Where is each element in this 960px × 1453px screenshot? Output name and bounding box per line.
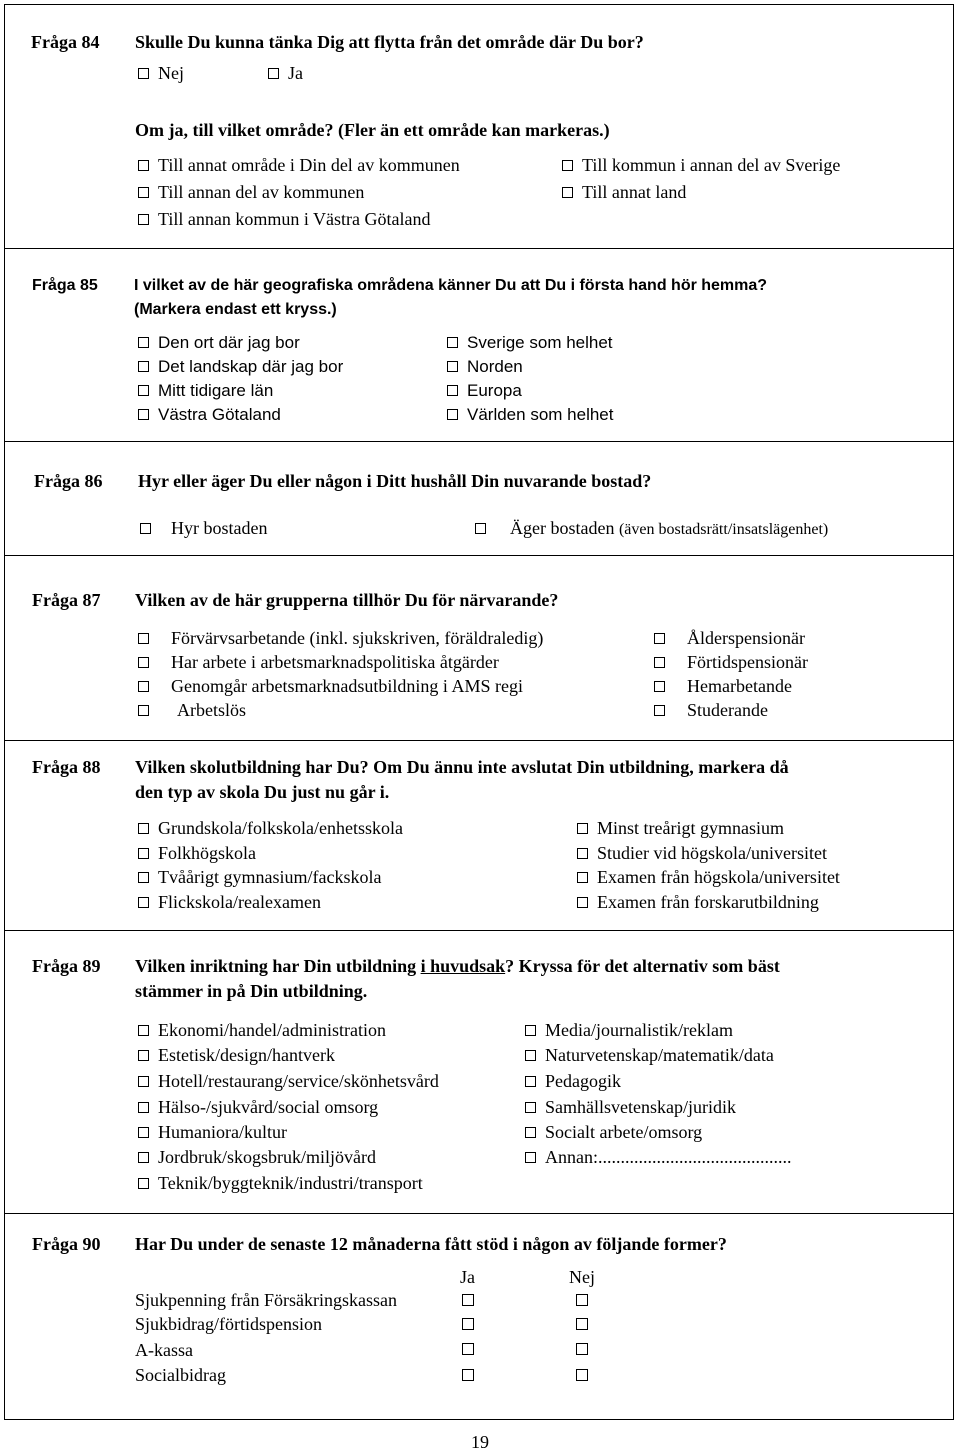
q89-option[interactable]: Media/journalistik/reklam [525, 1019, 733, 1041]
section-divider [4, 248, 954, 249]
checkbox-icon[interactable] [525, 1076, 536, 1087]
q89-option-other[interactable]: Annan:........................................... [525, 1146, 792, 1168]
checkbox-icon[interactable] [447, 409, 458, 420]
checkbox-icon[interactable] [138, 1127, 149, 1138]
checkbox-icon[interactable] [525, 1152, 536, 1163]
q89-question-line2: stämmer in på Din utbildning. [135, 981, 368, 1001]
checkbox-icon[interactable] [138, 1076, 149, 1087]
q89-option[interactable]: Samhällsvetenskap/juridik [525, 1096, 736, 1118]
checkbox-icon[interactable] [138, 337, 149, 348]
q86-option-own[interactable]: Äger bostaden (även bostadsrätt/insatslägenhet) [475, 517, 828, 541]
q89-option[interactable]: Humaniora/kultur [138, 1121, 287, 1143]
checkbox-icon[interactable] [447, 385, 458, 396]
checkbox-icon[interactable] [654, 681, 665, 692]
checkbox-icon[interactable] [447, 337, 458, 348]
q88-option[interactable]: Examen från forskarutbildning [577, 891, 819, 913]
q89-option[interactable]: Naturvetenskap/matematik/data [525, 1044, 774, 1066]
checkbox-icon[interactable] [138, 681, 149, 692]
q87-option[interactable]: Ålderspensionär [654, 627, 805, 649]
q84-area-option[interactable]: Till kommun i annan del av Sverige [562, 154, 840, 176]
q87-option[interactable]: Hemarbetande [654, 675, 792, 697]
q85-label: Fråga 85 [32, 277, 98, 294]
q90-row-label: A-kassa [135, 1340, 193, 1360]
checkbox-icon[interactable] [138, 409, 149, 420]
q89-label: Fråga 89 [32, 956, 101, 976]
checkbox-icon[interactable] [138, 214, 149, 225]
checkbox-icon[interactable] [138, 385, 149, 396]
checkbox-icon[interactable] [140, 523, 151, 534]
q87-option[interactable]: Studerande [654, 699, 768, 721]
checkbox-icon[interactable] [138, 361, 149, 372]
checkbox-yes[interactable] [462, 1369, 474, 1381]
checkbox-icon[interactable] [138, 160, 149, 171]
q84-sub-question: Om ja, till vilket område? (Fler än ett område kan markeras.) [135, 120, 610, 140]
q90-label: Fråga 90 [32, 1234, 101, 1254]
q84-option-yes[interactable]: Ja [268, 62, 303, 84]
q89-option[interactable]: Hälso-/sjukvård/social omsorg [138, 1096, 378, 1118]
checkbox-icon[interactable] [577, 872, 588, 883]
q84-area-option[interactable]: Till annat land [562, 181, 686, 203]
q88-option[interactable]: Grundskola/folkskola/enhetsskola [138, 817, 403, 839]
checkbox-icon[interactable] [577, 848, 588, 859]
q87-option[interactable]: Förvärvsarbetande (inkl. sjukskriven, föräldraledig) [138, 627, 543, 649]
checkbox-icon[interactable] [138, 872, 149, 883]
q89-question-line1: Vilken inriktning har Din utbildning i huvudsak? Kryssa för det alternativ som bäst [135, 956, 780, 976]
q86-option-rent[interactable]: Hyr bostaden [140, 517, 267, 539]
q85-option[interactable]: Världen som helhet [447, 404, 613, 426]
q90-question: Har Du under de senaste 12 månaderna fått stöd i någon av följande former? [135, 1234, 727, 1254]
section-divider [4, 555, 954, 556]
checkbox-yes[interactable] [462, 1343, 474, 1355]
checkbox-icon[interactable] [138, 705, 149, 716]
checkbox-no[interactable] [576, 1369, 588, 1381]
q85-option[interactable]: Europa [447, 380, 522, 402]
checkbox-icon[interactable] [562, 187, 573, 198]
q88-option[interactable]: Minst treårigt gymnasium [577, 817, 784, 839]
q87-option[interactable]: Genomgår arbetsmarknadsutbildning i AMS regi [138, 675, 523, 697]
checkbox-icon[interactable] [268, 68, 279, 79]
checkbox-icon[interactable] [138, 657, 149, 668]
q88-option[interactable]: Flickskola/realexamen [138, 891, 321, 913]
checkbox-icon[interactable] [138, 848, 149, 859]
checkbox-icon[interactable] [138, 1152, 149, 1163]
checkbox-icon[interactable] [525, 1127, 536, 1138]
q90-row-label: Sjukbidrag/förtidspension [135, 1314, 322, 1334]
page-number: 19 [471, 1432, 489, 1452]
checkbox-yes[interactable] [462, 1318, 474, 1330]
q87-option[interactable]: Har arbete i arbetsmarknadspolitiska åtgärder [138, 651, 499, 673]
q85-option[interactable]: Mitt tidigare län [138, 380, 273, 402]
q87-option[interactable]: Förtidspensionär [654, 651, 808, 673]
q85-option[interactable]: Norden [447, 356, 523, 378]
q85-option[interactable]: Västra Götaland [138, 404, 281, 426]
q85-option[interactable]: Det landskap där jag bor [138, 356, 343, 378]
checkbox-icon[interactable] [138, 68, 149, 79]
q85-question: I vilket av de här geografiska områdena känner Du att Du i första hand hör hemma? [134, 277, 768, 294]
q85-note: (Markera endast ett kryss.) [134, 301, 337, 318]
q84-area-option[interactable]: Till annat område i Din del av kommunen [138, 154, 460, 176]
checkbox-no[interactable] [576, 1318, 588, 1330]
q89-option[interactable]: Pedagogik [525, 1070, 621, 1092]
checkbox-icon[interactable] [138, 633, 149, 644]
checkbox-icon[interactable] [138, 1178, 149, 1189]
checkbox-icon[interactable] [138, 1050, 149, 1061]
checkbox-icon[interactable] [654, 705, 665, 716]
q89-option[interactable]: Teknik/byggteknik/industri/transport [138, 1172, 423, 1194]
q85-option[interactable]: Den ort där jag bor [138, 332, 300, 354]
checkbox-icon[interactable] [138, 1025, 149, 1036]
checkbox-icon[interactable] [577, 897, 588, 908]
section-divider [4, 740, 954, 741]
checkbox-icon[interactable] [475, 523, 486, 534]
q84-option-no[interactable]: Nej [138, 62, 184, 84]
checkbox-icon[interactable] [562, 160, 573, 171]
checkbox-icon[interactable] [577, 823, 588, 834]
q87-label: Fråga 87 [32, 590, 101, 610]
q89-option[interactable]: Hotell/restaurang/service/skönhetsvård [138, 1070, 439, 1092]
q84-label: Fråga 84 [31, 32, 100, 52]
q90-row-label: Socialbidrag [135, 1365, 226, 1385]
checkbox-no[interactable] [576, 1294, 588, 1306]
q85-option[interactable]: Sverige som helhet [447, 332, 613, 354]
q87-question: Vilken av de här grupperna tillhör Du för närvarande? [135, 590, 559, 610]
q88-option[interactable]: Tvåårigt gymnasium/fackskola [138, 866, 381, 888]
q88-option[interactable]: Folkhögskola [138, 842, 256, 864]
checkbox-icon[interactable] [525, 1025, 536, 1036]
q84-question: Skulle Du kunna tänka Dig att flytta från det område där Du bor? [135, 32, 644, 52]
checkbox-icon[interactable] [138, 823, 149, 834]
checkbox-icon[interactable] [525, 1050, 536, 1061]
q87-option[interactable]: Arbetslös [138, 699, 246, 721]
q86-question: Hyr eller äger Du eller någon i Ditt hushåll Din nuvarande bostad? [138, 471, 652, 491]
q89-option[interactable]: Ekonomi/handel/administration [138, 1019, 386, 1041]
checkbox-no[interactable] [576, 1343, 588, 1355]
checkbox-icon[interactable] [138, 897, 149, 908]
q89-option[interactable]: Socialt arbete/omsorg [525, 1121, 702, 1143]
checkbox-icon[interactable] [138, 187, 149, 198]
checkbox-yes[interactable] [462, 1294, 474, 1306]
q86-own-note: (även bostadsrätt/insatslägenhet) [618, 521, 829, 538]
q86-label: Fråga 86 [34, 471, 103, 491]
q90-col-yes: Ja [460, 1267, 475, 1287]
checkbox-icon[interactable] [654, 633, 665, 644]
checkbox-icon[interactable] [525, 1102, 536, 1113]
q88-label: Fråga 88 [32, 757, 101, 777]
q88-option[interactable]: Examen från högskola/universitet [577, 866, 840, 888]
q90-row-label: Sjukpenning från Försäkringskassan [135, 1290, 397, 1310]
q89-option[interactable]: Jordbruk/skogsbruk/miljövård [138, 1146, 376, 1168]
q89-option[interactable]: Estetisk/design/hantverk [138, 1044, 335, 1066]
q84-area-option[interactable]: Till annan del av kommunen [138, 181, 364, 203]
q88-question-line1: Vilken skolutbildning har Du? Om Du ännu inte avslutat Din utbildning, markera då [135, 757, 789, 777]
section-divider [4, 930, 954, 931]
checkbox-icon[interactable] [447, 361, 458, 372]
checkbox-icon[interactable] [654, 657, 665, 668]
q88-question-line2: den typ av skola Du just nu går i. [135, 782, 390, 802]
q84-area-option[interactable]: Till annan kommun i Västra Götaland [138, 208, 430, 230]
checkbox-icon[interactable] [138, 1102, 149, 1113]
section-divider [4, 441, 954, 442]
q90-col-no: Nej [569, 1267, 595, 1287]
q88-option[interactable]: Studier vid högskola/universitet [577, 842, 827, 864]
section-divider [4, 1213, 954, 1214]
